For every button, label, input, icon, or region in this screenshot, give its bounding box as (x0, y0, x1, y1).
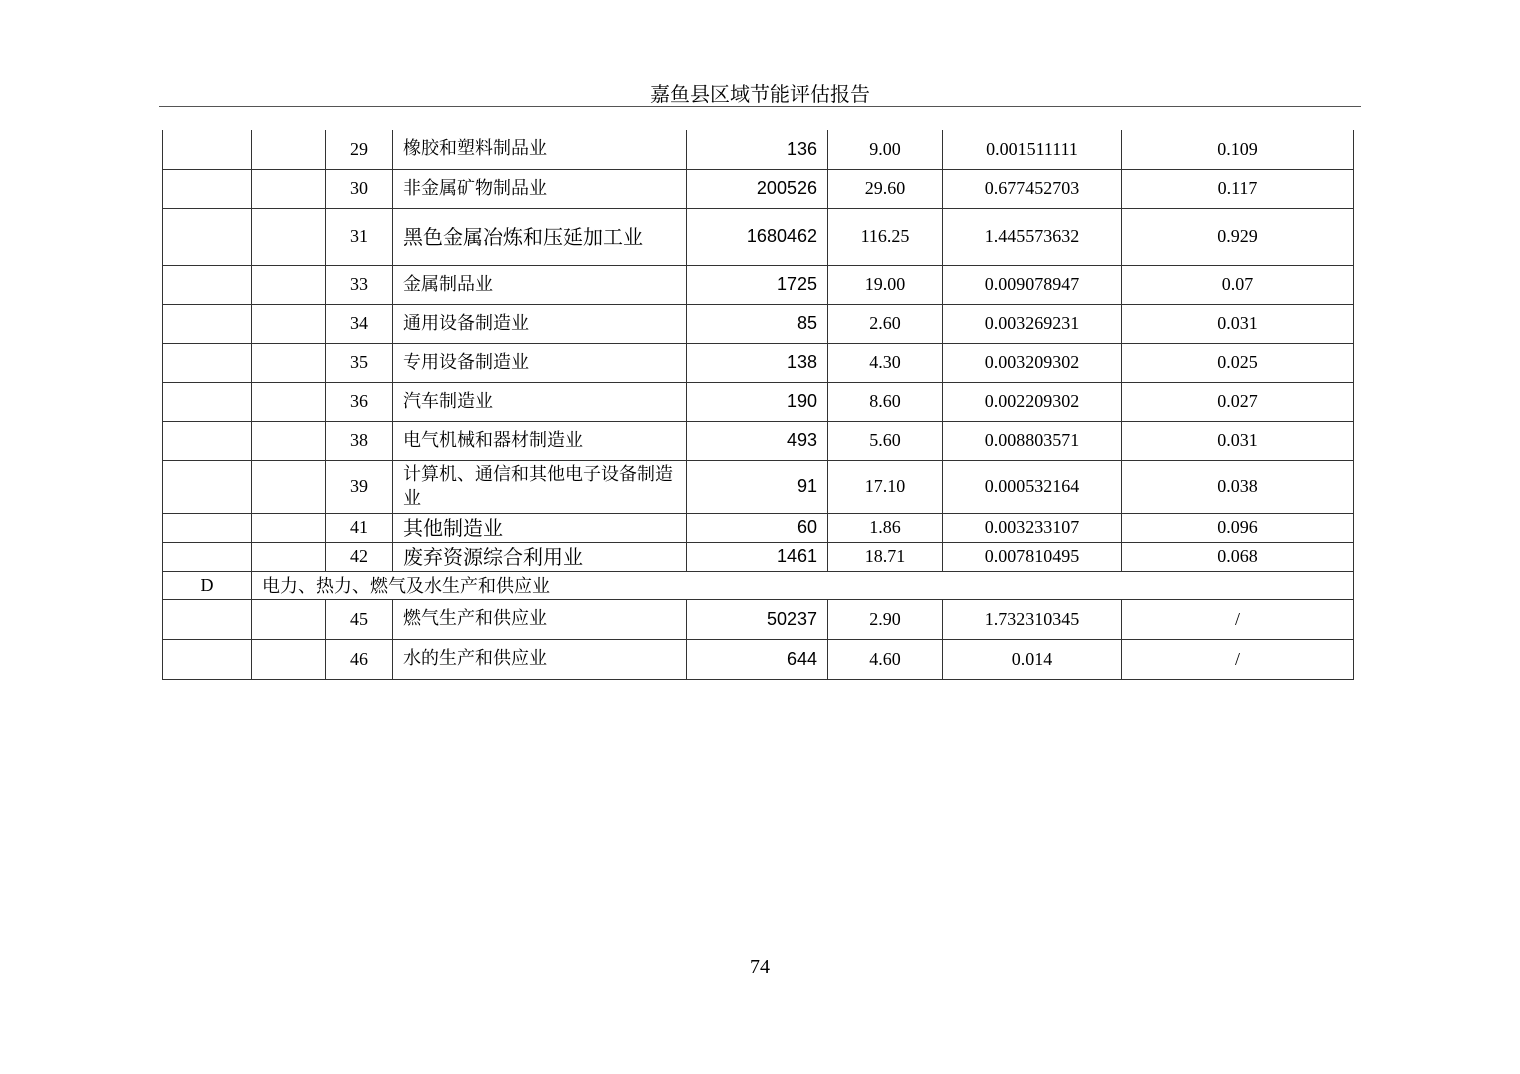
value-3: 0.003209302 (943, 343, 1122, 382)
industry-name: 水的生产和供应业 (393, 639, 687, 679)
value-4: 0.031 (1122, 421, 1354, 460)
value-4: 0.068 (1122, 542, 1354, 571)
empty-cell (252, 208, 326, 265)
industry-code: 33 (326, 265, 393, 304)
value-1: 50237 (687, 599, 828, 639)
value-1: 1461 (687, 542, 828, 571)
empty-cell (252, 513, 326, 542)
empty-cell (163, 130, 252, 169)
value-2: 4.30 (828, 343, 943, 382)
industry-energy-table (162, 130, 1354, 680)
industry-code: 30 (326, 169, 393, 208)
value-4: 0.031 (1122, 304, 1354, 343)
industry-code: 46 (326, 639, 393, 679)
value-3: 0.008803571 (943, 421, 1122, 460)
empty-cell (163, 382, 252, 421)
value-4: 0.096 (1122, 513, 1354, 542)
value-3: 1.445573632 (943, 208, 1122, 265)
industry-code: 31 (326, 208, 393, 265)
value-4: / (1122, 639, 1354, 679)
value-2: 1.86 (828, 513, 943, 542)
industry-name: 废弃资源综合利用业 (393, 542, 687, 571)
industry-name: 金属制品业 (393, 265, 687, 304)
value-2: 2.60 (828, 304, 943, 343)
value-2: 18.71 (828, 542, 943, 571)
value-3: 0.009078947 (943, 265, 1122, 304)
empty-cell (252, 130, 326, 169)
value-1: 200526 (687, 169, 828, 208)
industry-name: 电气机械和器材制造业 (393, 421, 687, 460)
value-1: 60 (687, 513, 828, 542)
value-1: 493 (687, 421, 828, 460)
industry-code: 29 (326, 130, 393, 169)
table-row (163, 421, 1354, 460)
empty-cell (252, 421, 326, 460)
table-row (163, 265, 1354, 304)
industry-code: 45 (326, 599, 393, 639)
header-divider (159, 106, 1361, 107)
value-2: 8.60 (828, 382, 943, 421)
industry-name: 其他制造业 (393, 513, 687, 542)
empty-cell (163, 513, 252, 542)
value-1: 644 (687, 639, 828, 679)
value-3: 0.677452703 (943, 169, 1122, 208)
value-2: 5.60 (828, 421, 943, 460)
table-row (163, 599, 1354, 639)
empty-cell (252, 542, 326, 571)
page-number: 74 (750, 956, 770, 978)
value-2: 9.00 (828, 130, 943, 169)
empty-cell (252, 265, 326, 304)
table-row (163, 169, 1354, 208)
table-row (163, 382, 1354, 421)
empty-cell (252, 460, 326, 513)
value-3: 0.001511111 (943, 130, 1122, 169)
value-4: 0.038 (1122, 460, 1354, 513)
table-row (163, 513, 1354, 542)
empty-cell (252, 382, 326, 421)
value-2: 17.10 (828, 460, 943, 513)
empty-cell (163, 542, 252, 571)
table-row (163, 343, 1354, 382)
category-name: 电力、热力、燃气及水生产和供应业 (252, 571, 1354, 599)
table-row (163, 304, 1354, 343)
value-4: 0.117 (1122, 169, 1354, 208)
category-row (163, 571, 1354, 599)
table-row (163, 208, 1354, 265)
industry-name: 燃气生产和供应业 (393, 599, 687, 639)
empty-cell (163, 304, 252, 343)
empty-cell (163, 421, 252, 460)
category-letter: D (163, 571, 252, 599)
value-3: 0.003233107 (943, 513, 1122, 542)
empty-cell (163, 460, 252, 513)
value-3: 1.732310345 (943, 599, 1122, 639)
empty-cell (163, 265, 252, 304)
industry-name: 非金属矿物制品业 (393, 169, 687, 208)
value-4: 0.027 (1122, 382, 1354, 421)
empty-cell (252, 169, 326, 208)
industry-name: 通用设备制造业 (393, 304, 687, 343)
value-2: 116.25 (828, 208, 943, 265)
value-1: 190 (687, 382, 828, 421)
industry-name: 专用设备制造业 (393, 343, 687, 382)
value-4: 0.929 (1122, 208, 1354, 265)
value-3: 0.000532164 (943, 460, 1122, 513)
empty-cell (163, 639, 252, 679)
value-3: 0.003269231 (943, 304, 1122, 343)
empty-cell (252, 599, 326, 639)
value-4: / (1122, 599, 1354, 639)
value-1: 138 (687, 343, 828, 382)
value-4: 0.025 (1122, 343, 1354, 382)
value-1: 85 (687, 304, 828, 343)
value-3: 0.007810495 (943, 542, 1122, 571)
empty-cell (252, 639, 326, 679)
value-2: 4.60 (828, 639, 943, 679)
table-row (163, 639, 1354, 679)
value-1: 136 (687, 130, 828, 169)
empty-cell (163, 599, 252, 639)
empty-cell (163, 169, 252, 208)
value-1: 1680462 (687, 208, 828, 265)
value-3: 0.002209302 (943, 382, 1122, 421)
value-2: 2.90 (828, 599, 943, 639)
table-row (163, 130, 1354, 169)
industry-name: 汽车制造业 (393, 382, 687, 421)
industry-code: 35 (326, 343, 393, 382)
industry-code: 36 (326, 382, 393, 421)
page-header-title: 嘉鱼县区域节能评估报告 (650, 82, 870, 106)
industry-name: 橡胶和塑料制品业 (393, 130, 687, 169)
table-row (163, 542, 1354, 571)
value-1: 91 (687, 460, 828, 513)
value-2: 19.00 (828, 265, 943, 304)
value-4: 0.109 (1122, 130, 1354, 169)
industry-code: 42 (326, 542, 393, 571)
industry-code: 34 (326, 304, 393, 343)
value-1: 1725 (687, 265, 828, 304)
empty-cell (252, 304, 326, 343)
table-row (163, 460, 1354, 513)
industry-name: 计算机、通信和其他电子设备制造业 (393, 460, 687, 513)
value-2: 29.60 (828, 169, 943, 208)
value-4: 0.07 (1122, 265, 1354, 304)
industry-code: 39 (326, 460, 393, 513)
industry-code: 41 (326, 513, 393, 542)
empty-cell (163, 208, 252, 265)
empty-cell (163, 343, 252, 382)
industry-code: 38 (326, 421, 393, 460)
empty-cell (252, 343, 326, 382)
industry-name: 黑色金属冶炼和压延加工业 (393, 208, 687, 265)
value-3: 0.014 (943, 639, 1122, 679)
